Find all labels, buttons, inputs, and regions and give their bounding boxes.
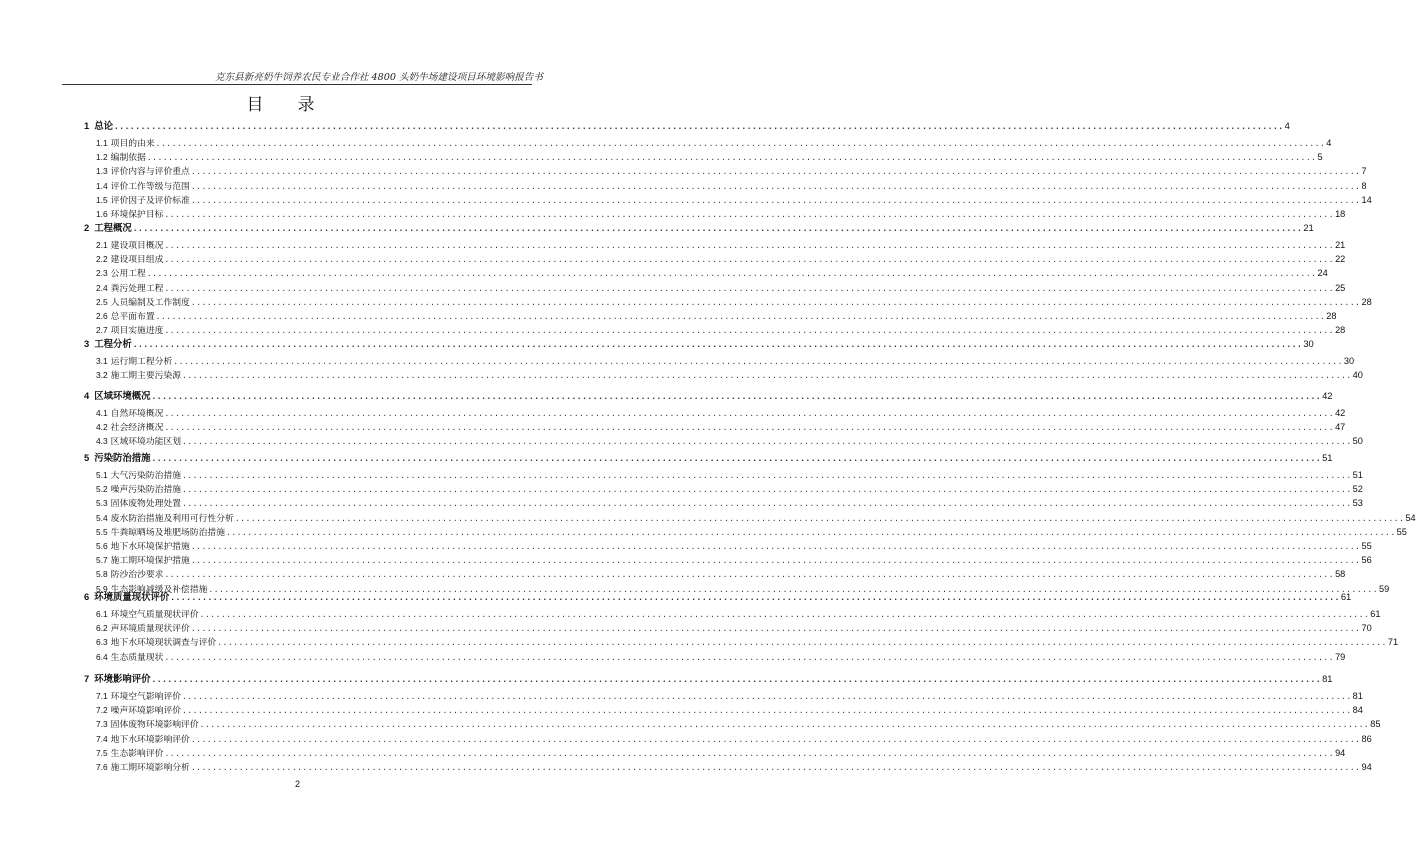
entry-title: 项目实施进度 <box>110 326 164 337</box>
entry-title: 地下水环境保护措施 <box>110 542 190 552</box>
entry-number: 7 <box>84 673 90 684</box>
dot-leader: ............................................................................................................................................................................................................................ <box>182 485 1352 495</box>
toc-section-entry[interactable] <box>96 151 1323 164</box>
dot-leader: ............................................................................................................................................................................................................................ <box>164 210 1335 219</box>
entry-page-number: 59 <box>1379 583 1390 594</box>
entry-title: 建设项目组成 <box>110 255 164 266</box>
toc-section-entry[interactable] <box>96 324 1346 337</box>
entry-number: 2.6 <box>96 311 108 321</box>
entry-number: 1.5 <box>96 194 108 205</box>
entry-number: 1.6 <box>96 209 108 219</box>
entry-page-number: 30 <box>1303 338 1314 349</box>
entry-number: 5.3 <box>96 498 108 509</box>
entry-title: 评价因子及评价标准 <box>110 195 190 206</box>
entry-title: 粪污处理工程 <box>110 283 164 294</box>
entry-title: 防沙治沙要求 <box>110 570 164 581</box>
toc-section-entry[interactable] <box>96 310 1337 323</box>
entry-number: 1.3 <box>96 166 108 177</box>
entry-number: 6.1 <box>96 609 108 619</box>
entry-number: 1.2 <box>96 152 108 163</box>
toc-section-entry[interactable] <box>96 180 1367 193</box>
entry-title: 自然环境概况 <box>110 409 164 419</box>
entry-page-number: 8 <box>1361 180 1367 191</box>
entry-number: 5 <box>84 452 90 463</box>
entry-title: 编制依据 <box>110 153 146 164</box>
entry-title: 声环境质量现状评价 <box>110 624 190 635</box>
dot-leader: ............................................................................................................................................................................................................................ <box>164 326 1335 336</box>
entry-title: 环境质量现状评价 <box>94 591 170 602</box>
entry-number: 6 <box>84 591 90 602</box>
toc-section-entry[interactable] <box>96 733 1372 746</box>
entry-page-number: 25 <box>1335 282 1346 293</box>
entry-number: 2.5 <box>96 296 108 307</box>
entry-number: 5.5 <box>96 526 108 537</box>
dot-leader: ............................................................................................................................................................................................................................ <box>146 153 1317 163</box>
entry-number: 4.3 <box>96 436 108 447</box>
entry-number: 1.1 <box>96 138 108 148</box>
entry-title: 生态影响评价 <box>110 748 164 759</box>
entry-title: 固体废物处理处置 <box>110 499 182 510</box>
entry-title: 生态影响减缓及补偿措施 <box>110 584 208 595</box>
entry-page-number: 94 <box>1335 747 1346 758</box>
entry-title: 噪声环境影响评价 <box>110 706 182 717</box>
entry-page-number: 24 <box>1317 268 1328 279</box>
toc-section-entry[interactable] <box>96 718 1381 731</box>
toc-section-entry[interactable] <box>96 554 1372 567</box>
dot-leader: ............................................................................................................................................................................................................................ <box>151 454 1322 463</box>
entry-title: 人员编制及工作制度 <box>110 297 190 308</box>
entry-number: 5.9 <box>96 583 108 594</box>
entry-number: 1.4 <box>96 180 108 191</box>
dot-leader: ............................................................................................................................................................................................................................ <box>132 340 1303 349</box>
entry-number: 5.2 <box>96 484 108 495</box>
toc-section-entry[interactable] <box>96 497 1363 510</box>
dot-leader: ............................................................................................................................................................................................................................ <box>190 542 1361 551</box>
dot-leader: ............................................................................................................................................................................................................................ <box>190 181 1361 191</box>
entry-title: 环境影响评价 <box>94 673 151 684</box>
page-number: 2 <box>294 779 300 789</box>
entry-number: 7.1 <box>96 691 108 701</box>
entry-page-number: 51 <box>1352 470 1363 480</box>
toc-section-entry[interactable] <box>96 421 1346 434</box>
entry-title: 噪声污染防治措施 <box>110 485 182 496</box>
entry-number: 2 <box>84 222 90 233</box>
dot-leader: ............................................................................................................................................................................................................................ <box>182 471 1352 480</box>
entry-page-number: 53 <box>1352 498 1363 509</box>
entry-page-number: 30 <box>1343 356 1355 366</box>
toc-section-entry[interactable] <box>96 407 1346 420</box>
entry-page-number: 4 <box>1284 120 1290 131</box>
entry-page-number: 55 <box>1361 541 1372 551</box>
entry-title: 环境空气质量现状评价 <box>110 610 199 620</box>
toc-section-entry[interactable] <box>96 608 1381 621</box>
entry-page-number: 18 <box>1335 209 1346 219</box>
toc-section-entry[interactable] <box>96 622 1372 635</box>
dot-leader: ............................................................................................................................................................................................................................ <box>182 706 1352 716</box>
dot-leader: ............................................................................................................................................................................................................................ <box>146 269 1317 279</box>
entry-title: 区域环境功能区划 <box>110 437 182 448</box>
entry-page-number: 61 <box>1370 609 1381 619</box>
entry-number: 4.1 <box>96 408 108 418</box>
entry-page-number: 5 <box>1317 152 1323 163</box>
toc-title: 目录 <box>246 95 349 115</box>
entry-number: 7.2 <box>96 705 108 716</box>
dot-leader: ............................................................................................................................................................................................................................ <box>190 195 1361 205</box>
entry-number: 5.7 <box>96 555 108 566</box>
entry-title: 固体废物环境影响评价 <box>110 720 199 731</box>
entry-page-number: 42 <box>1322 390 1333 401</box>
toc-section-entry[interactable] <box>96 435 1363 448</box>
entry-page-number: 71 <box>1387 637 1399 648</box>
dot-leader: ............................................................................................................................................................................................................................ <box>170 593 1340 602</box>
entry-number: 6.3 <box>96 637 108 648</box>
entry-page-number: 47 <box>1335 422 1346 433</box>
entry-page-number: 4 <box>1326 138 1332 148</box>
toc-section-entry[interactable] <box>96 690 1363 703</box>
toc-section-entry[interactable] <box>96 253 1346 266</box>
entry-page-number: 22 <box>1335 254 1346 265</box>
entry-number: 3 <box>84 338 90 349</box>
entry-title: 大气污染防治措施 <box>110 471 182 481</box>
dot-leader: ............................................................................................................................................................................................................................ <box>132 224 1303 233</box>
entry-page-number: 50 <box>1352 436 1363 447</box>
toc-section-entry[interactable] <box>96 512 1416 525</box>
entry-page-number: 61 <box>1340 591 1352 602</box>
entry-page-number: 21 <box>1303 222 1314 233</box>
dot-leader: ............................................................................................................................................................................................................................ <box>164 570 1335 580</box>
toc-section-entry[interactable] <box>96 568 1346 581</box>
entry-page-number: 79 <box>1335 651 1346 662</box>
dot-leader: ............................................................................................................................................................................................................................ <box>190 624 1361 634</box>
toc-section-entry[interactable] <box>96 165 1367 178</box>
entry-page-number: 56 <box>1361 555 1372 566</box>
entry-page-number: 42 <box>1335 408 1346 418</box>
toc-section-entry[interactable] <box>96 526 1407 539</box>
dot-leader: ............................................................................................................................................................................................................................ <box>182 437 1352 447</box>
dot-leader: ............................................................................................................................................................................................................................ <box>182 371 1352 381</box>
toc-section-entry[interactable] <box>96 651 1346 664</box>
entry-number: 7.3 <box>96 719 108 730</box>
entry-number: 2.4 <box>96 282 108 293</box>
entry-number: 2.3 <box>96 268 108 279</box>
toc-chapter-entry[interactable] <box>84 119 1290 132</box>
entry-title: 生态质量现状 <box>110 652 164 663</box>
entry-title: 环境空气影响评价 <box>110 692 182 702</box>
entry-title: 施工期环境影响分析 <box>110 763 190 773</box>
toc-chapter-entry[interactable] <box>84 590 1352 603</box>
entry-page-number: 85 <box>1370 719 1381 730</box>
entry-title: 社会经济概况 <box>110 423 164 434</box>
toc-section-entry[interactable] <box>96 704 1363 717</box>
entry-page-number: 84 <box>1352 705 1363 716</box>
toc-section-entry[interactable] <box>96 540 1372 553</box>
entry-page-number: 55 <box>1396 526 1407 537</box>
entry-number: 6.2 <box>96 623 108 634</box>
toc-section-entry[interactable] <box>96 282 1346 295</box>
entry-title: 环境保护目标 <box>110 210 164 220</box>
entry-title: 污染防治措施 <box>94 452 151 463</box>
entry-page-number: 28 <box>1326 311 1337 321</box>
entry-page-number: 81 <box>1322 673 1333 684</box>
entry-number: 5.8 <box>96 569 108 580</box>
entry-title: 区域环境概况 <box>94 390 151 401</box>
entry-page-number: 94 <box>1361 762 1372 772</box>
entry-number: 4.2 <box>96 422 108 433</box>
entry-number: 3.2 <box>96 370 108 381</box>
entry-number: 7.6 <box>96 762 108 772</box>
entry-title: 牛粪晾晒场及堆肥场防治措施 <box>110 527 226 538</box>
entry-page-number: 28 <box>1335 325 1346 336</box>
entry-title: 公用工程 <box>110 269 146 280</box>
toc-section-entry[interactable] <box>96 208 1346 221</box>
entry-page-number: 70 <box>1361 623 1372 634</box>
entry-page-number: 14 <box>1361 194 1372 205</box>
dot-leader: ............................................................................................................................................................................................................................ <box>190 297 1361 307</box>
dot-leader: ............................................................................................................................................................................................................................ <box>164 241 1335 250</box>
toc-section-entry[interactable] <box>96 355 1355 368</box>
entry-page-number: 51 <box>1322 452 1333 463</box>
toc-section-entry[interactable] <box>96 761 1372 774</box>
dot-leader: ............................................................................................................................................................................................................................ <box>164 409 1335 418</box>
entry-page-number: 52 <box>1352 484 1363 495</box>
dot-leader: ............................................................................................................................................................................................................................ <box>208 584 1379 594</box>
toc-section-entry[interactable] <box>96 636 1399 649</box>
entry-number: 3.1 <box>96 356 108 366</box>
dot-leader: ............................................................................................................................................................................................................................ <box>217 638 1387 648</box>
dot-leader: ............................................................................................................................................................................................................................ <box>199 610 1370 619</box>
entry-title: 总论 <box>94 120 113 131</box>
entry-number: 7.5 <box>96 747 108 758</box>
dot-leader: ............................................................................................................................................................................................................................ <box>155 139 1326 148</box>
toc-chapter-entry[interactable] <box>84 337 1314 350</box>
toc-section-entry[interactable] <box>96 469 1363 482</box>
dot-leader: ............................................................................................................................................................................................................................ <box>164 283 1335 293</box>
entry-title: 工程分析 <box>94 338 132 349</box>
dot-leader: ............................................................................................................................................................................................................................ <box>164 255 1335 265</box>
dot-leader: ............................................................................................................................................................................................................................ <box>182 692 1352 701</box>
toc-chapter-entry[interactable] <box>84 672 1333 685</box>
entry-number: 2.2 <box>96 254 108 265</box>
entry-number: 5.1 <box>96 470 108 480</box>
dot-leader: ............................................................................................................................................................................................................................ <box>151 675 1322 684</box>
toc-chapter-entry[interactable] <box>84 451 1333 464</box>
dot-leader: ............................................................................................................................................................................................................................ <box>190 167 1361 177</box>
dot-leader: ............................................................................................................................................................................................................................ <box>190 734 1361 744</box>
entry-number: 7.4 <box>96 733 108 744</box>
entry-number: 2.1 <box>96 240 108 250</box>
entry-title: 运行期工程分析 <box>110 357 173 367</box>
toc-section-entry[interactable] <box>96 267 1328 280</box>
toc-section-entry[interactable] <box>96 194 1372 207</box>
entry-title: 总平面布置 <box>110 312 155 322</box>
dot-leader: ............................................................................................................................................................................................................................ <box>199 720 1370 730</box>
entry-page-number: 58 <box>1335 569 1346 580</box>
entry-number: 2.7 <box>96 325 108 336</box>
entry-title: 地下水环境影响评价 <box>110 734 190 745</box>
entry-title: 评价内容与评价重点 <box>110 167 190 178</box>
dot-leader: ............................................................................................................................................................................................................................ <box>234 513 1405 523</box>
entry-title: 评价工作等级与范围 <box>110 181 190 192</box>
dot-leader: ............................................................................................................................................................................................................................ <box>155 312 1326 321</box>
dot-leader: ............................................................................................................................................................................................................................ <box>173 357 1343 366</box>
entry-number: 4 <box>84 390 90 401</box>
toc-section-entry[interactable] <box>96 483 1363 496</box>
dot-leader: ............................................................................................................................................................................................................................ <box>113 122 1284 131</box>
entry-page-number: 40 <box>1352 370 1363 381</box>
entry-number: 1 <box>84 120 90 131</box>
entry-page-number: 28 <box>1361 296 1372 307</box>
dot-leader: ............................................................................................................................................................................................................................ <box>182 499 1352 509</box>
entry-title: 施工期环境保护措施 <box>110 556 190 567</box>
toc-section-entry[interactable] <box>96 137 1332 150</box>
entry-number: 6.4 <box>96 651 108 662</box>
entry-number: 5.6 <box>96 541 108 551</box>
dot-leader: ............................................................................................................................................................................................................................ <box>164 748 1335 758</box>
entry-title: 施工期主要污染源 <box>110 371 182 382</box>
dot-leader: ............................................................................................................................................................................................................................ <box>226 527 1396 537</box>
running-header: 克东县新亮奶牛饲养农民专业合作社 4800 头奶牛场建设项目环境影响报告书 <box>215 72 543 83</box>
entry-page-number: 81 <box>1352 691 1363 701</box>
entry-title: 地下水环境现状调查与评价 <box>110 638 217 649</box>
entry-number: 5.4 <box>96 512 108 523</box>
toc-chapter-entry[interactable] <box>84 221 1314 234</box>
entry-title: 建设项目概况 <box>110 241 164 251</box>
entry-title: 废水防治措施及利用可行性分析 <box>110 513 234 524</box>
dot-leader: ............................................................................................................................................................................................................................ <box>164 652 1335 662</box>
toc-section-entry[interactable] <box>96 296 1372 309</box>
toc-section-entry[interactable] <box>96 747 1346 760</box>
entry-page-number: 21 <box>1335 240 1346 250</box>
entry-page-number: 7 <box>1361 166 1367 177</box>
dot-leader: ............................................................................................................................................................................................................................ <box>190 556 1361 566</box>
entry-title: 项目的由来 <box>110 139 155 149</box>
dot-leader: ............................................................................................................................................................................................................................ <box>190 763 1361 772</box>
entry-page-number: 54 <box>1405 512 1416 523</box>
toc-section-entry[interactable] <box>96 239 1346 252</box>
entry-title: 工程概况 <box>94 222 132 233</box>
dot-leader: ............................................................................................................................................................................................................................ <box>164 423 1335 433</box>
toc-chapter-entry[interactable] <box>84 389 1333 402</box>
dot-leader: ............................................................................................................................................................................................................................ <box>151 392 1322 401</box>
toc-section-entry[interactable] <box>96 369 1363 382</box>
entry-page-number: 86 <box>1361 733 1372 744</box>
